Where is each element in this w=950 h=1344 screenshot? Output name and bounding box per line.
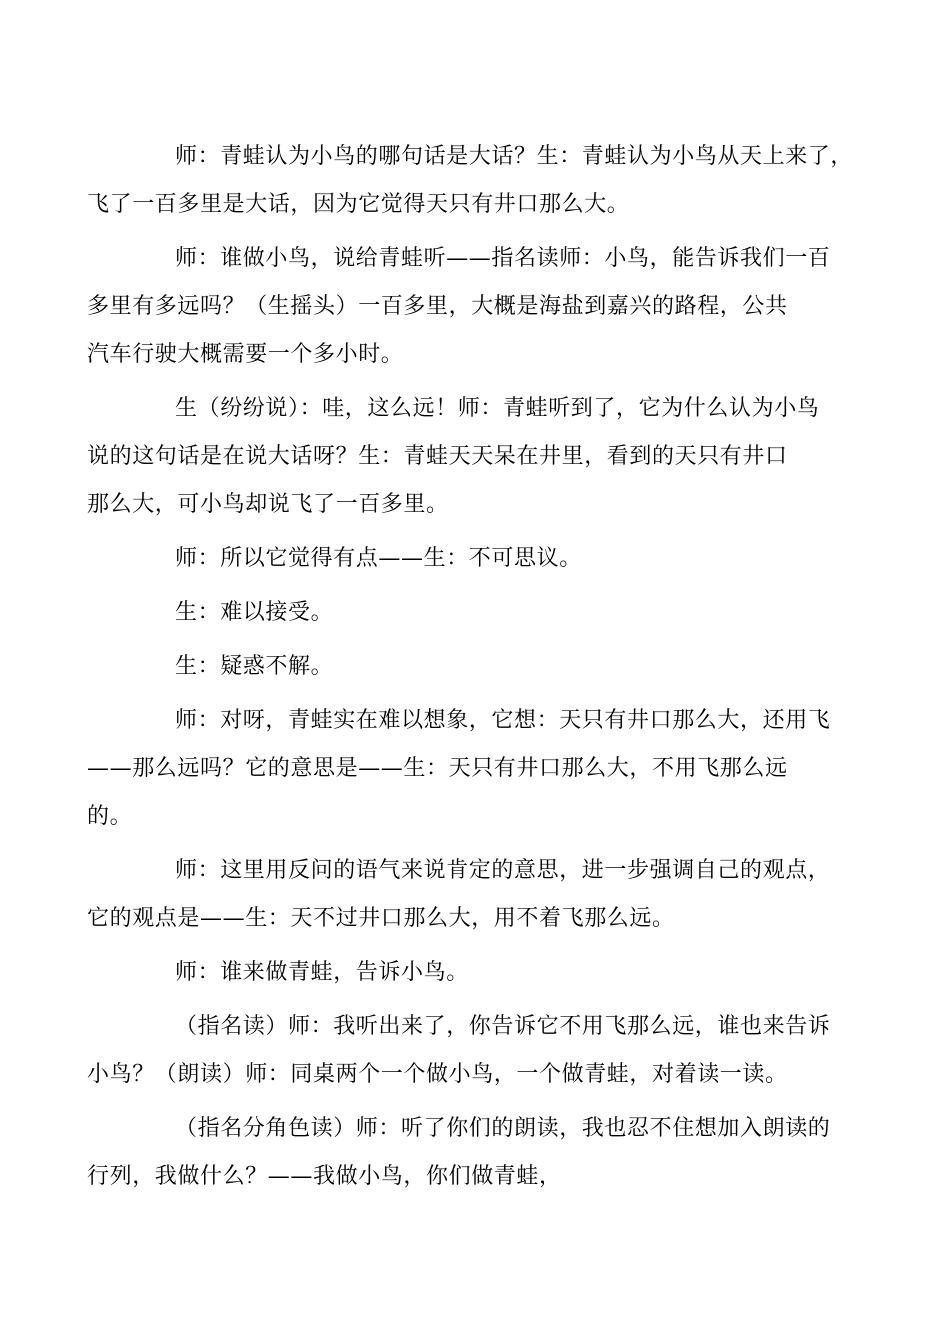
text-line: 师：对呀，青蛙实在难以想象，它想：天只有井口那么大，还用飞 [175,708,831,733]
paragraph [131,643,843,691]
paragraph [131,589,843,637]
text-line: 师：所以它觉得有点——生：不可思议。 [175,546,582,571]
text-line: 的。 [87,804,133,829]
paragraph [87,697,843,841]
text-line: 汽车行驶大概需要一个多小时。 [87,342,404,367]
paragraph [131,949,843,997]
text-line: 生：疑惑不解。 [175,654,334,679]
paragraph [87,235,843,379]
text-line: 师：谁做小鸟，说给青蛙听——指名读师：小鸟，能告诉我们一百 [175,246,831,271]
text-line: 它的观点是——生：天不过井口那么大，用不着飞那么远。 [87,906,675,931]
text-line: 那么大，可小鸟却说飞了一百多里。 [87,492,449,517]
text-line: 师：这里用反问的语气来说肯定的意思，进一步强调自己的观点， [175,858,831,883]
paragraph [87,847,843,943]
text-line: ——那么远吗？它的意思是——生：天只有井口那么大，不用飞那么远 [87,756,788,781]
paragraph [87,1105,843,1201]
text-line: 师：青蛙认为小鸟的哪句话是大话？生：青蛙认为小鸟从天上来了， [175,144,854,169]
text-line: （指名分角色读）师：听了你们的朗读，我也忍不住想加入朗读的 [175,1116,831,1141]
text-line: 说的这句话是在说大话呀？生：青蛙天天呆在井里，看到的天只有井口 [87,444,788,469]
text-line: 行列，我做什么？——我做小鸟，你们做青蛙， [87,1164,562,1189]
paragraph [87,385,843,529]
text-line: 飞了一百多里是大话，因为它觉得天只有井口那么大。 [87,192,630,217]
text-line: （指名读）师：我听出来了，你告诉它不用飞那么远，谁也来告诉 [175,1014,831,1039]
paragraph [87,133,854,229]
paragraph [87,1003,843,1099]
text-line: 多里有多远吗？（生摇头）一百多里，大概是海盐到嘉兴的路程，公共 [87,294,788,319]
paragraph [131,535,843,583]
document-page [87,133,854,1207]
text-line: 生：难以接受。 [175,600,334,625]
text-line: 师：谁来做青蛙，告诉小鸟。 [175,960,469,985]
text-line: 生（纷纷说）：哇，这么远！师：青蛙听到了，它为什么认为小鸟 [175,396,820,421]
text-line: 小鸟？（朗读）师：同桌两个一个做小鸟，一个做青蛙，对着读一读。 [87,1062,788,1087]
